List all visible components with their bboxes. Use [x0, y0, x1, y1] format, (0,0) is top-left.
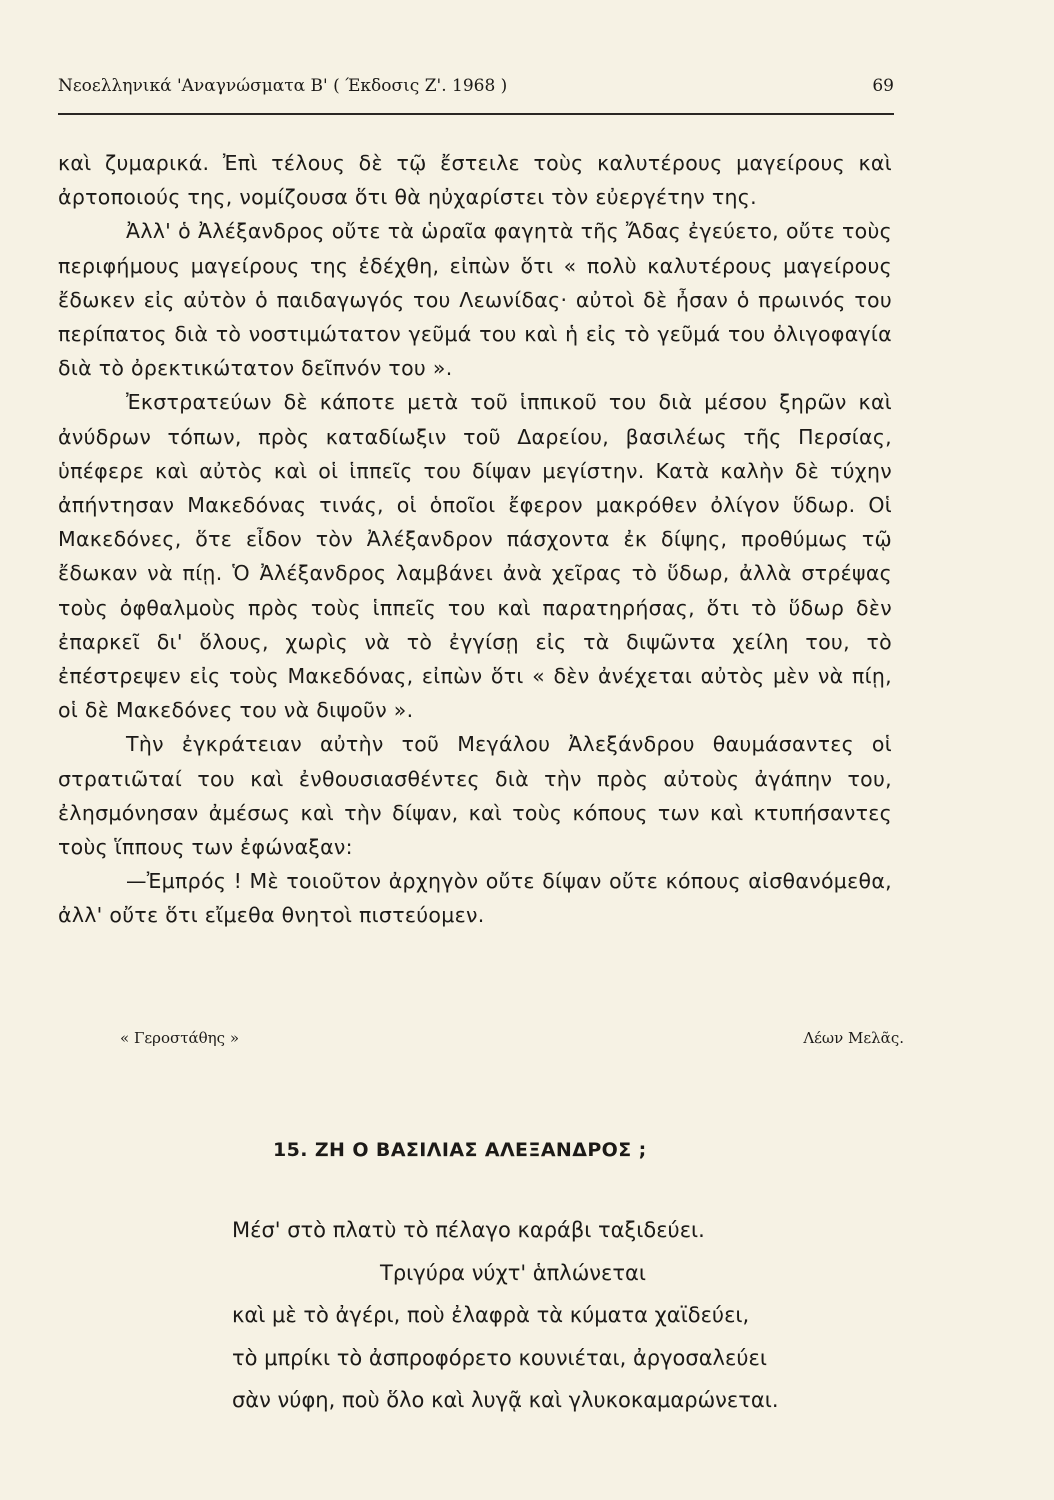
- running-header: [58, 76, 894, 106]
- page-number: 69: [872, 76, 894, 96]
- attribution: [58, 1029, 904, 1053]
- section-heading: 15. ΖΗ Ο ΒΑΣΙΛΙΑΣ ΑΛΕΞΑΝΔΡΟΣ ;: [273, 1139, 647, 1161]
- paragraph: Τὴν ἐγκράτειαν αὐτὴν τοῦ Μεγάλου Ἀλεξάνδρου θαυμάσαντες οἱ στρατιῶταί του καὶ ἐνθουσιασθέντες διὰ τὴν πρὸς αὐτοὺς ἀγάπην του, ἐλησμόνησαν ἀμέσως καὶ τὴν δίψαν, καὶ τοὺς κόπους των καὶ κτυπήσαντες τοὺς ἵππους των ἐφώναξαν:: [58, 732, 892, 860]
- paragraph: Ἐκστρατεύων δὲ κάποτε μετὰ τοῦ ἱππικοῦ του διὰ μέσου ξηρῶν καὶ ἀνύδρων τόπων, πρὸς καταδίωξιν τοῦ Δαρείου, βασιλέως τῆς Περσίας, ὑπέφερε καὶ αὐτὸς καὶ οἱ ἱππεῖς του δίψαν μεγίστην. Κατὰ καλὴν δὲ τύχην ἀπήντησαν Μακεδόνας τινάς, οἱ ὁποῖοι ἔφερον μακρόθεν ὀλίγον ὕδωρ. Οἱ Μακεδόνες, ὅτε εἶδον τὸν Ἀλέξανδρον πάσχοντα ἐκ δίψης, προθύμως τῷ ἔδωκαν νὰ πίῃ. Ὁ Ἀλέξανδρος λαμβάνει ἀνὰ χεῖρας τὸ ὕδωρ, ἀλλὰ στρέψας τοὺς ὀφθαλμοὺς πρὸς τοὺς ἱππεῖς του καὶ παρατηρήσας, ὅτι τὸ ὕδωρ δὲν ἐπαρκεῖ δι' ὅλους, χωρὶς νὰ τὸ ἐγγίσῃ εἰς τὰ διψῶντα χείλη του, τὸ ἐπέστρεψεν εἰς τοὺς Μακεδόνας, εἰπὼν ὅτι « δὲν ἀνέχεται αὐτὸς μὲν νὰ πίῃ, οἱ δὲ Μακεδόνες του νὰ διψοῦν ».: [58, 390, 892, 723]
- source-work: « Γεροστάθης »: [120, 1029, 240, 1047]
- prose-body: [58, 146, 892, 933]
- paragraph-dialogue: —Ἐμπρός ! Μὲ τοιοῦτον ἀρχηγὸν οὔτε δίψαν οὔτε κόπους αἰσθανόμεθα, ἀλλ' οὔτε ὅτι εἴμεθα θνητοὶ πιστεύομεν.: [58, 869, 892, 928]
- poem-line: σὰν νύφη, ποὺ ὅλο καὶ λυγᾷ καὶ γλυκοκαμαρώνεται.: [232, 1388, 779, 1412]
- author-name: Λέων Μελᾶς.: [803, 1029, 904, 1047]
- header-book-title: Νεοελληνικά 'Αναγνώσματα Β' ( Έκδοσις Ζ'. 1968 ): [58, 76, 508, 96]
- header-rule: [58, 113, 894, 115]
- paragraph: Ἀλλ' ὁ Ἀλέξανδρος οὔτε τὰ ὡραῖα φαγητὰ τῆς Ἄδας ἐγεύετο, οὔτε τοὺς περιφήμους μαγείρους της ἐδέχθη, εἰπὼν ὅτι « πολὺ καλυτέρους μαγείρους ἔδωκεν εἰς αὐτὸν ὁ παιδαγωγός του Λεωνίδας· αὐτοὶ δὲ ἦσαν ὁ πρωινός του περίπατος διὰ τὸ νοστιμώτατον γεῦμά του καὶ ἡ εἰς τὸ γεῦμά του ὀλιγοφαγία διὰ τὸ ὀρεκτικώτατον δεῖπνόν του ».: [58, 219, 892, 381]
- poem: [232, 1209, 779, 1422]
- poem-line: Τριγύρα νύχτ' ἁπλώνεται: [380, 1260, 646, 1285]
- poem-line: καὶ μὲ τὸ ἀγέρι, ποὺ ἐλαφρὰ τὰ κύματα χαϊδεύει,: [232, 1303, 750, 1327]
- paragraph-continued: καὶ ζυμαρικά. Ἐπὶ τέλους δὲ τῷ ἔστειλε τοὺς καλυτέρους μαγείρους καὶ ἀρτοποιούς της, νομίζουσα ὅτι θὰ ηὐχαρίστει τὸν εὐεργέτην της.: [58, 151, 892, 210]
- poem-line: Μέσ' στὸ πλατὺ τὸ πέλαγο καράβι ταξιδεύει.: [232, 1218, 705, 1242]
- poem-line: τὸ μπρίκι τὸ ἀσπροφόρετο κουνιέται, ἀργοσαλεύει: [232, 1345, 767, 1370]
